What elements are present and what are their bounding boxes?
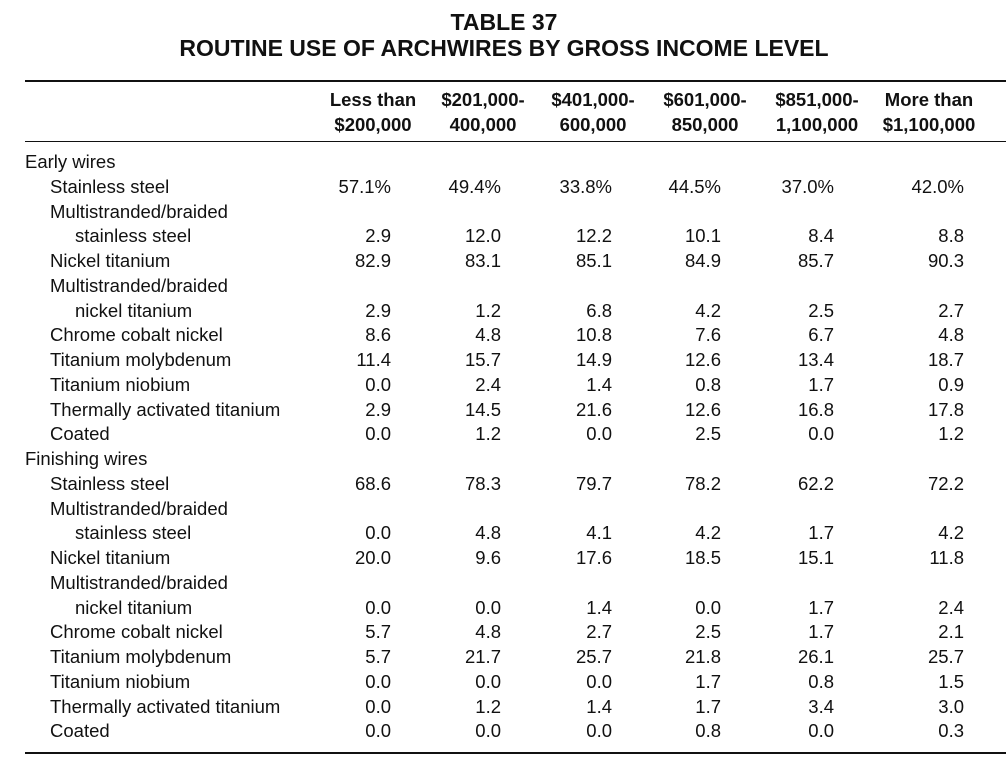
table-cell: 2.5 — [695, 621, 721, 643]
table-cell: 4.2 — [695, 299, 721, 321]
column-header-line: More than — [884, 89, 974, 110]
table-cell: 85.1 — [575, 250, 612, 271]
table-cell: 15.7 — [464, 349, 501, 370]
table-cell: 21.7 — [464, 646, 501, 667]
row-label: Chrome cobalt nickel — [50, 324, 223, 346]
row-label: Titanium niobium — [50, 373, 191, 395]
table-cell: 0.0 — [365, 720, 391, 742]
table-cell: 44.5% — [668, 175, 721, 197]
table-cell: 1.4 — [586, 373, 612, 395]
table-cell: 0.0 — [475, 670, 501, 692]
table-cell: 1.7 — [695, 670, 721, 692]
table-cell: 25.7 — [575, 646, 612, 667]
table-cell: 37.0% — [781, 175, 834, 197]
table-cell: 10.1 — [684, 225, 721, 247]
table-cell: 78.3 — [464, 472, 501, 494]
table-cell: 8.4 — [808, 225, 834, 247]
table-cell: 2.9 — [365, 225, 391, 247]
table-cell: 21.6 — [575, 398, 612, 420]
column-header — [869, 87, 989, 137]
table-cell: 20.0 — [354, 547, 391, 568]
row-label: Chrome cobalt nickel — [50, 621, 223, 643]
column-header — [423, 87, 543, 137]
table-cell: 1.4 — [586, 695, 612, 717]
table-cell: 6.8 — [586, 299, 612, 321]
table-cell: 8.6 — [365, 324, 391, 346]
table-cell: 33.8% — [559, 175, 612, 197]
bottom-rule — [25, 752, 1006, 754]
table-cell: 0.0 — [475, 596, 501, 618]
table-cell: 85.7 — [797, 250, 834, 271]
table-cell: 14.9 — [575, 349, 612, 370]
table-cell: 1.2 — [475, 695, 501, 717]
table-cell: 8.8 — [938, 225, 964, 247]
table-title: ROUTINE USE OF ARCHWIRES BY GROSS INCOME LEVEL — [179, 35, 829, 61]
row-label: nickel titanium — [75, 299, 193, 321]
table-cell: 72.2 — [927, 472, 964, 494]
table-cell: 1.2 — [475, 299, 501, 321]
table-cell: 0.0 — [365, 522, 391, 544]
column-header — [313, 87, 433, 137]
table-cell: 1.2 — [938, 423, 964, 445]
table-cell: 17.8 — [927, 398, 964, 420]
header-rule — [25, 141, 1006, 142]
top-rule — [25, 80, 1006, 82]
column-header-line: 600,000 — [559, 114, 627, 135]
table-cell: 1.2 — [475, 423, 501, 445]
table-cell: 2.7 — [586, 621, 612, 643]
table-cell: 83.1 — [464, 250, 501, 271]
table-cell: 2.4 — [475, 373, 501, 395]
table-cell: 1.7 — [808, 522, 834, 544]
table-cell: 12.6 — [684, 398, 721, 420]
column-header-line: 850,000 — [671, 114, 739, 135]
table-cell: 4.2 — [938, 522, 964, 544]
table-cell: 26.1 — [797, 646, 834, 667]
row-label: Nickel titanium — [50, 547, 171, 568]
table-cell: 18.5 — [684, 547, 721, 568]
table-cell: 18.7 — [927, 349, 964, 370]
table-cell: 4.8 — [938, 324, 964, 346]
table-cell: 3.4 — [808, 695, 834, 717]
row-label: Titanium niobium — [50, 670, 191, 692]
table-cell: 84.9 — [684, 250, 721, 271]
table-cell: 0.0 — [695, 596, 721, 618]
column-header-line: $401,000- — [551, 89, 635, 110]
table-cell: 0.0 — [808, 720, 834, 742]
column-header — [533, 87, 653, 137]
table-cell: 16.8 — [797, 398, 834, 420]
row-label: Multistranded/braided — [50, 571, 228, 593]
table-cell: 0.8 — [808, 670, 834, 692]
row-label: stainless steel — [75, 522, 192, 544]
column-header-line: $601,000- — [663, 89, 747, 110]
row-label: Multistranded/braided — [50, 497, 228, 519]
row-label: Stainless steel — [50, 472, 170, 494]
table-cell: 68.6 — [354, 472, 391, 494]
row-label: Nickel titanium — [50, 250, 171, 271]
table-cell: 1.7 — [695, 695, 721, 717]
row-label: Thermally activated titanium — [50, 398, 281, 420]
section-heading: Finishing wires — [25, 448, 148, 469]
table-cell: 0.0 — [808, 423, 834, 445]
table-cell: 15.1 — [797, 547, 834, 568]
section-heading: Early wires — [25, 151, 116, 172]
table-cell: 0.0 — [586, 720, 612, 742]
table-cell: 57.1% — [338, 175, 391, 197]
table-cell: 49.4% — [448, 175, 501, 197]
table-cell: 0.0 — [586, 423, 612, 445]
table-number: TABLE 37 — [450, 9, 558, 35]
table-cell: 0.0 — [586, 670, 612, 692]
table-cell: 4.8 — [475, 522, 501, 544]
table-cell: 82.9 — [354, 250, 391, 271]
table-cell: 4.8 — [475, 621, 501, 643]
table-cell: 2.5 — [695, 423, 721, 445]
table-cell: 78.2 — [684, 472, 721, 494]
table-cell: 9.6 — [475, 547, 501, 568]
table-cell: 12.2 — [575, 225, 612, 247]
table-cell: 2.7 — [938, 299, 964, 321]
column-header-line: $201,000- — [441, 89, 525, 110]
table-cell: 12.0 — [464, 225, 501, 247]
table-cell: 2.4 — [938, 596, 964, 618]
column-header — [757, 87, 877, 137]
table-cell: 0.0 — [365, 423, 391, 445]
table-cell: 4.8 — [475, 324, 501, 346]
table-cell: 90.3 — [927, 250, 964, 271]
table-cell: 5.7 — [365, 646, 391, 667]
table-cell: 10.8 — [575, 324, 612, 346]
column-header-line: $851,000- — [775, 89, 859, 110]
table-cell: 2.9 — [365, 299, 391, 321]
table-cell: 0.9 — [938, 373, 964, 395]
table-cell: 4.1 — [586, 522, 612, 544]
table-cell: 14.5 — [464, 398, 501, 420]
table-cell: 0.0 — [365, 670, 391, 692]
table-cell: 0.0 — [365, 695, 391, 717]
column-header — [645, 87, 765, 137]
row-label: Coated — [50, 423, 110, 445]
row-label: nickel titanium — [75, 596, 193, 618]
table-cell: 21.8 — [684, 646, 721, 667]
table-cell: 11.4 — [356, 349, 391, 370]
row-label: Titanium molybdenum — [50, 646, 232, 667]
table-cell: 0.0 — [365, 596, 391, 618]
table-cell: 3.0 — [938, 695, 964, 717]
row-label: Stainless steel — [50, 175, 170, 197]
table-cell: 2.9 — [365, 398, 391, 420]
table-cell: 1.7 — [808, 373, 834, 395]
table-cell: 0.8 — [695, 720, 721, 742]
row-label: Thermally activated titanium — [50, 695, 281, 717]
column-header-line: $200,000 — [334, 114, 412, 135]
table-cell: 0.3 — [938, 720, 964, 742]
column-header-line: 1,100,000 — [775, 114, 859, 135]
table-cell: 42.0% — [911, 175, 964, 197]
table-cell: 7.6 — [695, 324, 721, 346]
table-cell: 1.7 — [808, 621, 834, 643]
table-cell: 62.2 — [797, 472, 834, 494]
row-label: Multistranded/braided — [50, 274, 228, 296]
table-cell: 5.7 — [365, 621, 391, 643]
row-label: Coated — [50, 720, 110, 742]
table-cell: 17.6 — [575, 547, 612, 568]
table-cell: 6.7 — [808, 324, 834, 346]
table-cell: 1.5 — [938, 670, 964, 692]
table-cell: 0.0 — [365, 373, 391, 395]
table-cell: 79.7 — [575, 472, 612, 494]
table-cell: 25.7 — [927, 646, 964, 667]
table-cell: 13.4 — [797, 349, 834, 370]
table-cell: 0.8 — [695, 373, 721, 395]
row-label: stainless steel — [75, 225, 192, 247]
column-header-line: $1,100,000 — [882, 114, 976, 135]
table-cell: 12.6 — [684, 349, 721, 370]
column-header-line: Less than — [329, 89, 417, 110]
table-cell: 1.7 — [808, 596, 834, 618]
row-label: Titanium molybdenum — [50, 349, 232, 370]
table-cell: 1.4 — [586, 596, 612, 618]
table-cell: 0.0 — [475, 720, 501, 742]
table-cell: 2.5 — [808, 299, 834, 321]
table-cell: 11.8 — [929, 547, 964, 568]
table-cell: 4.2 — [695, 522, 721, 544]
row-label: Multistranded/braided — [50, 200, 228, 222]
table-cell: 2.1 — [938, 621, 964, 643]
column-header-line: 400,000 — [449, 114, 517, 135]
